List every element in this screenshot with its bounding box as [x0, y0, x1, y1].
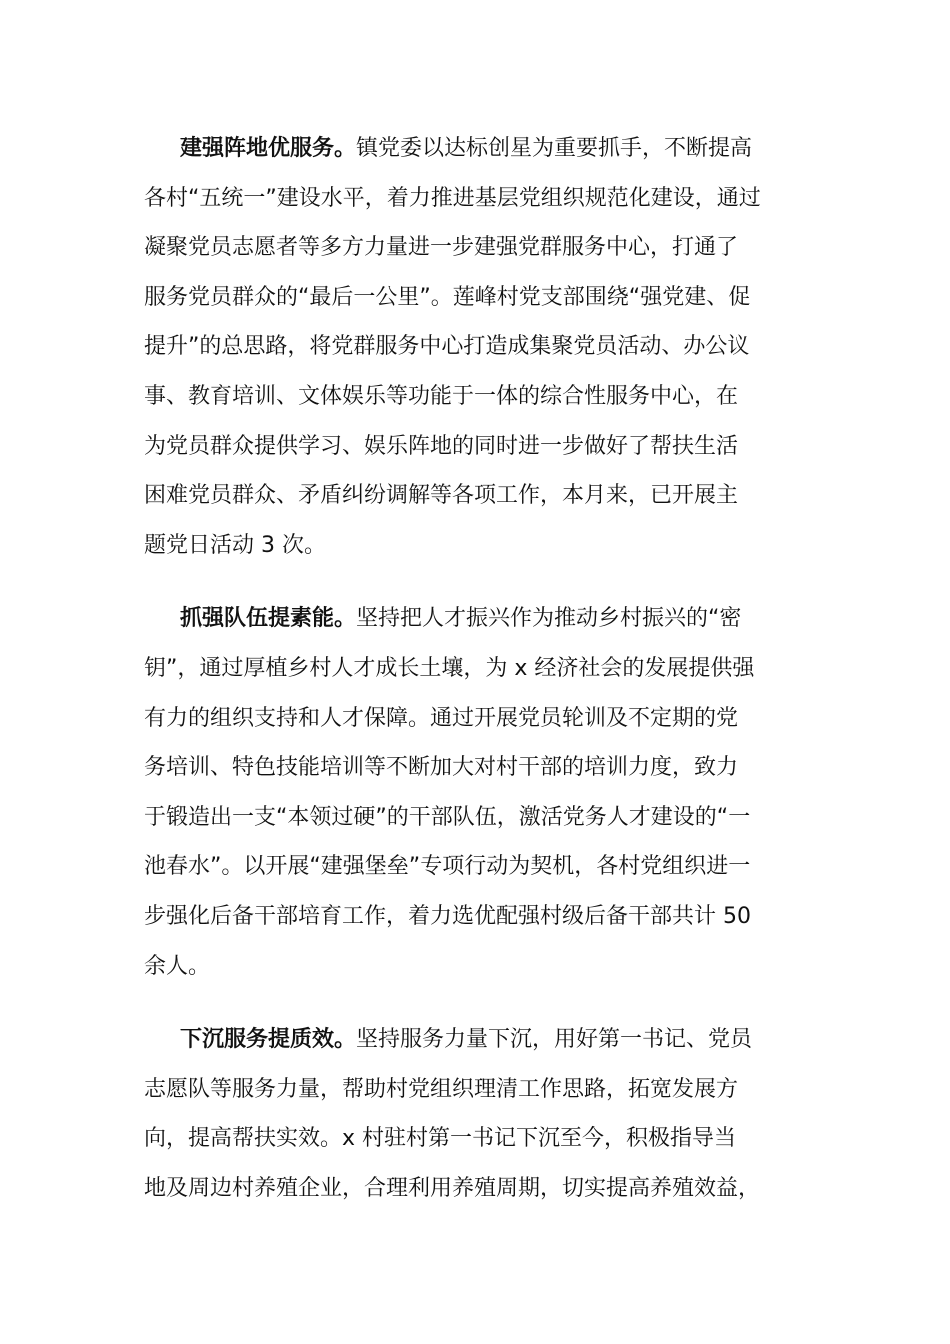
paragraph-line: 志愿队等服务力量，帮助村党组织理清工作思路，拓宽发展方 [144, 1076, 739, 1102]
paragraph-first-line [144, 1015, 808, 1065]
paragraph-heading: 建强阵地优服务。 [180, 136, 357, 161]
paragraph-text: 坚持把人才振兴作为推动乡村振兴的“密 [356, 606, 742, 632]
paragraph-line: 有力的组织支持和人才保障。通过开展党员轮训及不定期的党 [144, 705, 739, 731]
paragraph-line: 地及周边村养殖企业，合理利用养殖周期，切实提高养殖效益， [144, 1175, 761, 1201]
paragraph-team-building [144, 594, 808, 991]
paragraph-line: 提升”的总思路，将党群服务中心打造成集聚党员活动、办公议 [144, 334, 750, 360]
paragraph-heading: 下沉服务提质效。 [180, 1027, 357, 1053]
paragraph-first-line [144, 594, 808, 644]
paragraph-line: 各村“五统一”建设水平，着力推进基层党组织规范化建设，通过 [144, 185, 761, 211]
paragraph-line: 困难党员群众、矛盾纠纷调解等各项工作，本月来，已开展主 [144, 483, 739, 509]
paragraph-line: 务培训、特色技能培训等不断加大对村干部的培训力度，致力 [144, 755, 739, 781]
paragraph-service-sinking [144, 1015, 808, 1213]
document-body [144, 124, 808, 1237]
paragraph-first-line [144, 124, 808, 174]
paragraph-heading: 抓强队伍提素能。 [180, 606, 357, 632]
paragraph-build-position [144, 124, 808, 570]
paragraph-line: 池春水”。以开展“建强堡垒”专项行动为契机，各村党组织进一 [144, 854, 751, 880]
paragraph-line: 事、教育培训、文体娱乐等功能于一体的综合性服务中心，在 [144, 383, 739, 409]
paragraph-line: 为党员群众提供学习、娱乐阵地的同时进一步做好了帮扶生活 [144, 433, 739, 459]
paragraph-text: 镇党委以达标创星为重要抓手，不断提高 [356, 136, 753, 161]
paragraph-line: 步强化后备干部培育工作，着力选优配强村级后备干部共计 50 [144, 903, 751, 929]
paragraph-line: 凝聚党员志愿者等多方力量进一步建强党群服务中心，打通了 [144, 235, 739, 261]
paragraph-line: 余人。 [144, 953, 211, 979]
paragraph-text: 坚持服务力量下沉，用好第一书记、党员 [356, 1027, 753, 1053]
paragraph-line: 于锻造出一支“本领过硬”的干部队伍，激活党务人才建设的“一 [144, 804, 751, 830]
paragraph-line: 钥”，通过厚植乡村人才成长土壤，为 x 经济社会的发展提供强 [144, 655, 755, 681]
paragraph-line: 服务党员群众的“最后一公里”。莲峰村党支部围绕“强党建、促 [144, 284, 751, 310]
paragraph-line: 向，提高帮扶实效。x 村驻村第一书记下沉至今，积极指导当 [144, 1126, 737, 1152]
paragraph-line: 题党日活动 3 次。 [144, 532, 326, 558]
